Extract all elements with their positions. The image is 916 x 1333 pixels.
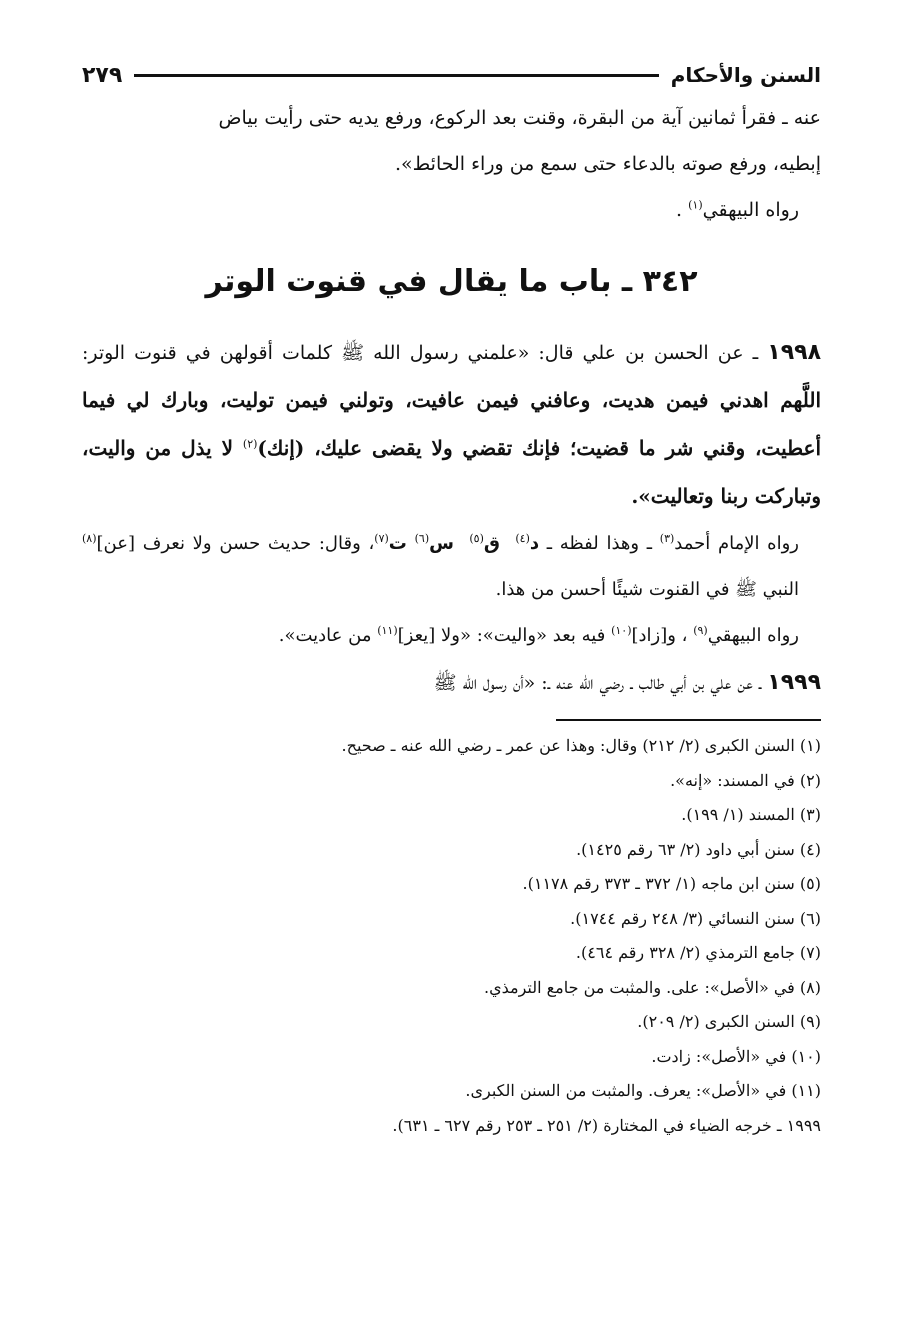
footnote-8: (٨) في «الأصل»: على. والمثبت من جامع الترمذي. [484,977,821,997]
footnote-7: (٧) جامع الترمذي (٢/ ٣٢٨ رقم ٤٦٤). [575,943,821,962]
footnote-ref-11: (١١) [377,624,398,637]
footnote-1: (١) السنن الكبرى (٢/ ٢١٢) وقال: وهذا عن عمر ـ رضي الله عنه ـ صحيح. [341,736,821,755]
narration-text: فيه بعد «واليت»: «ولا [يعز] [397,625,612,646]
source-abudawud: د [529,533,540,554]
footnote-6: (٦) سنن النسائي (٣/ ٢٤٨ رقم ١٧٤٤). [570,908,821,928]
hadith-1999 [82,659,821,707]
hadith-number-1999: ١٩٩٩ [767,670,821,695]
chapter-heading: ٣٤٢ ـ باب ما يقال في قنوت الوتر [205,264,698,299]
footnote-ref-6: (٦) [414,532,430,545]
footnotes [82,729,821,1143]
intro-line-1: عنه ـ فقرأ ثمانين آية من البقرة، وقنت بعد الركوع، ورفع يديه حتى رأيت بياض [218,107,821,129]
hadith-1998-dua-end: لا يذل من واليت، وتباركت ربنا وتعاليت». [82,436,821,508]
footnote-ref-7: (٧) [374,532,389,545]
footnote-ref-5: (٥) [469,532,484,545]
narration-text: رواه البيهقي [707,625,799,646]
footnote-ref-3: (٣) [659,532,675,545]
header-rule [134,74,658,77]
riwaya-text: رواه البيهقي [702,199,799,221]
riwaya-end: . [676,199,689,221]
footnote-3: (٣) المسند (١/ ١٩٩). [681,805,821,824]
footnote-ref-9: (٩) [693,624,708,637]
narration-text: النبي ﷺ في القنوت شيئًا أحسن من هذا. [495,579,799,600]
hadith-1998-narration-2 [82,613,821,659]
footnote-4: (٤) سنن أبي داود (٢/ ٦٣ رقم ١٤٢٥). [576,839,821,859]
footnote-2: (٢) في المسند: «إنه». [670,770,821,790]
footnote-ref-1: (١) [688,198,703,212]
footnote-9: (٩) السنن الكبرى (٢/ ٢٠٩). [637,1012,821,1031]
footnote-10: (١٠) في «الأصل»: زادت. [651,1046,821,1066]
page-number: ٢٧٩ [82,62,123,88]
hadith-number-1998: ١٩٩٨ [767,340,821,365]
footnote-11: (١١) في «الأصل»: يعرف. والمثبت من السنن الكبرى. [465,1081,821,1100]
hadith-1998-narration-1 [82,521,821,613]
footnote-5: (٥) سنن ابن ماجه (١/ ٣٧٢ ـ ٣٧٣ رقم ١١٧٨). [522,874,821,893]
source-ibnmajah: ق [483,533,500,554]
intro-line-2: إبطيه، ورفع صوته بالدعاء حتى سمع من وراء الحائط». [394,153,821,175]
source-nasai: س [429,533,454,554]
footnote-ref-10: (١٠) [611,624,632,637]
footnote-ref-2: (٢) [242,437,258,451]
narration-text: من عاديت». [278,625,378,646]
footnote-ref-8: (٨) [82,532,97,545]
hadith-1998-dua: اللَّهم اهدني فيمن هديت، وعافني فيمن عافيت، وتولني فيمن توليت، وبارك لي فيما أعطيت، وقني شر ما قضيت؛ فإنك تقضي ولا يقضى عليك، (إنك) [82,388,821,460]
narration-text: رواه الإمام أحمد [674,533,799,554]
footnote-separator [556,719,821,721]
intro-text [82,95,821,233]
book-page [82,55,821,1143]
narration-text: ـ وهذا لفظه ـ [539,533,660,554]
running-header [82,55,821,95]
hadith-1998 [82,329,821,521]
book-title: السنن والأحكام [670,63,821,87]
intro-riwaya [82,187,821,233]
hadith-1999-lead: ـ عن علي بن أبي طالب ـ رضي الله عنه ـ: «أن رسول الله ﷺ [433,672,768,694]
narration-text: ، و[زاد] [631,625,694,646]
footnote-ref-4: (٤) [515,532,530,545]
footnote-takhrij-1999: ١٩٩٩ ـ خرجه الضياء في المختارة (٢/ ٢٥١ ـ ٢٥٣ رقم ٦٢٧ ـ ٦٣١). [392,1115,821,1135]
narration-text: ، وقال: حديث حسن ولا نعرف [عن] [96,533,375,554]
source-tirmidhi: ت [388,533,407,554]
hadith-1998-lead: ـ عن الحسن بن علي قال: «علمني رسول الله ﷺ كلمات أقولهن في قنوت الوتر: [82,342,768,364]
